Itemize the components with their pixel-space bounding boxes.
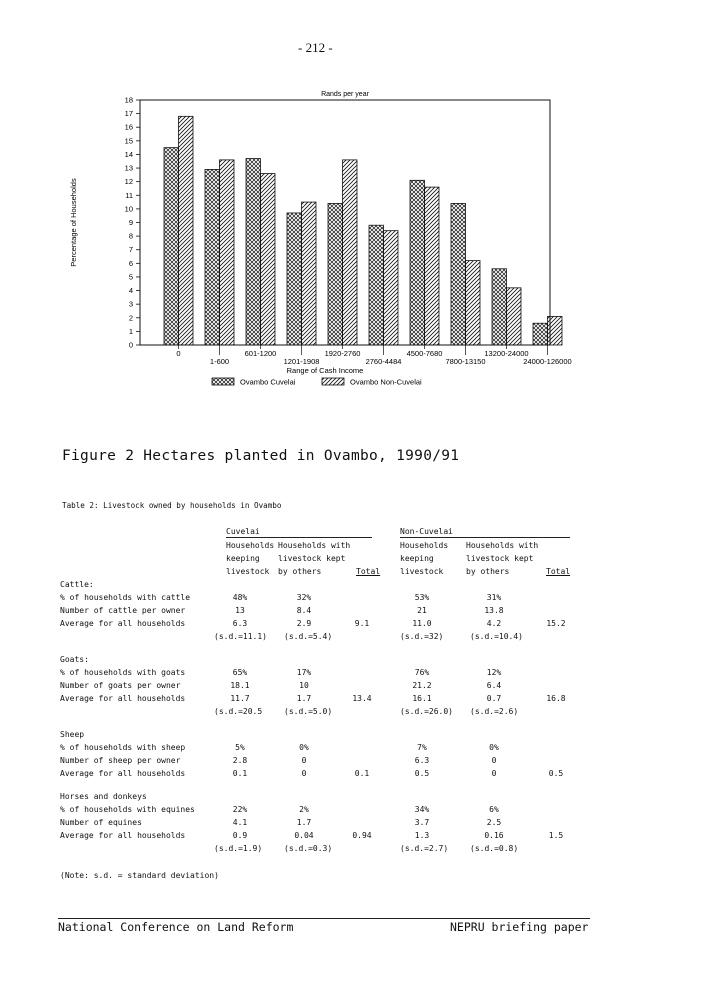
cell-non-cuvelai-kept-by-others: 4.2 [486, 619, 502, 628]
cell-non-cuvelai-kept-by-others: 12% [486, 668, 502, 677]
sd-cuvelai-keeping: (s.d.=1.9) [214, 844, 263, 853]
y-tick-label: 10 [124, 204, 133, 214]
bar-cuvelai [410, 180, 425, 345]
table-caption: Table 2: Livestock owned by households in Ovambo [62, 501, 282, 510]
bar-cuvelai [533, 323, 548, 345]
y-tick-label: 11 [125, 190, 133, 200]
cell-non-cuvelai-keeping: 16.1 [412, 694, 432, 703]
col-header-keeping: livestock [400, 567, 444, 576]
cell-cuvelai-kept-by-others: 2.9 [296, 619, 312, 628]
x-tick-label: 24000-126000 [523, 357, 572, 366]
row-label: % of households with cattle [60, 593, 191, 602]
section-title: Cattle: [60, 580, 94, 589]
row-label: Average for all households [60, 831, 186, 840]
col-header-total: Total [546, 567, 571, 576]
col-header-keeping: keeping [226, 554, 260, 563]
cell-cuvelai-kept-by-others: 0 [301, 769, 307, 778]
section-title: Horses and donkeys [60, 792, 147, 801]
bar-cuvelai [328, 203, 343, 345]
row-label: Average for all households [60, 619, 186, 628]
x-tick-label: 0 [176, 349, 181, 358]
y-tick-label: 4 [128, 286, 133, 296]
section-title: Sheep [60, 730, 85, 739]
cell-cuvelai-kept-by-others: 8.4 [296, 606, 312, 615]
cell-cuvelai-total: 0.1 [354, 769, 370, 778]
y-tick-label: 14 [124, 149, 133, 159]
cell-non-cuvelai-keeping: 1.3 [414, 831, 430, 840]
col-header-keeping: livestock [226, 567, 270, 576]
col-header-keeping: keeping [400, 554, 434, 563]
cell-non-cuvelai-kept-by-others: 6% [489, 805, 499, 814]
col-header-total: Total [356, 567, 381, 576]
cell-non-cuvelai-keeping: 21.2 [412, 681, 432, 690]
cell-cuvelai-total: 9.1 [354, 619, 370, 628]
y-tick-label: 18 [124, 95, 133, 105]
sd-cuvelai-kept-by-others: (s.d.=5.4) [284, 632, 333, 641]
row-label: % of households with goats [60, 668, 186, 677]
group-rule-non-cuvelai [400, 537, 570, 538]
x-tick-label: 1920-2760 [324, 349, 361, 358]
cell-cuvelai-keeping: 5% [235, 743, 245, 752]
bar-cuvelai [287, 213, 302, 345]
footer-conference: National Conference on Land Reform [58, 920, 294, 934]
row-label: % of households with sheep [60, 743, 186, 752]
x-tick-label: 1201-1908 [283, 357, 320, 366]
figure-caption: Figure 2 Hectares planted in Ovambo, 1990/91 [62, 448, 460, 464]
y-tick-label: 3 [128, 299, 133, 309]
cell-non-cuvelai-keeping: 21 [417, 606, 427, 615]
cell-cuvelai-kept-by-others: 2% [299, 805, 309, 814]
footer-briefing-paper: NEPRU briefing paper [450, 920, 589, 934]
sd-non-cuvelai-keeping: (s.d.=32) [400, 632, 444, 641]
y-tick-label: 9 [128, 218, 133, 227]
col-header-kept-by-others: Households with [466, 541, 539, 550]
bar-non-cuvelai [302, 202, 317, 345]
cell-cuvelai-keeping: 13 [235, 606, 245, 615]
sd-non-cuvelai-keeping: (s.d.=26.0) [400, 707, 453, 716]
row-label: % of households with equines [60, 805, 195, 814]
x-tick-label: 7800-13150 [445, 357, 486, 366]
y-tick-label: 6 [128, 258, 133, 268]
cell-non-cuvelai-keeping: 0.5 [414, 769, 430, 778]
bar-non-cuvelai [343, 160, 358, 345]
cell-non-cuvelai-total: 15.2 [546, 619, 566, 628]
chart-title: Rands per year [321, 91, 369, 98]
bar-cuvelai [164, 148, 179, 345]
sd-cuvelai-kept-by-others: (s.d.=5.0) [284, 707, 333, 716]
cell-cuvelai-kept-by-others: 0 [301, 756, 307, 765]
y-tick-label: 2 [128, 313, 133, 323]
cell-non-cuvelai-kept-by-others: 0 [491, 756, 497, 765]
cell-cuvelai-keeping: 18.1 [230, 681, 250, 690]
legend-swatch-cuvelai [212, 378, 234, 385]
x-tick-label: 601-1200 [244, 349, 277, 358]
legend-label-cuvelai: Ovambo Cuvelai [240, 377, 296, 387]
cell-cuvelai-kept-by-others: 1.7 [296, 818, 312, 827]
sd-non-cuvelai-keeping: (s.d.=2.7) [400, 844, 449, 853]
x-axis-label: Range of Cash Income [286, 366, 364, 375]
group-rule-cuvelai [226, 537, 372, 538]
cell-cuvelai-total: 0.94 [352, 831, 372, 840]
footer-rule [58, 918, 590, 919]
y-tick-label: 5 [128, 272, 133, 282]
cell-non-cuvelai-keeping: 11.0 [412, 619, 432, 628]
x-tick-label: 4500-7680 [406, 349, 443, 358]
sd-cuvelai-kept-by-others: (s.d.=0.3) [284, 844, 333, 853]
table-note: (Note: s.d. = standard deviation) [60, 871, 219, 880]
legend-swatch-non-cuvelai [322, 378, 344, 385]
sd-non-cuvelai-kept-by-others: (s.d.=0.8) [470, 844, 519, 853]
row-label: Number of equines [60, 818, 142, 827]
y-tick-label: 0 [128, 340, 133, 350]
cell-non-cuvelai-keeping: 34% [414, 805, 430, 814]
cell-non-cuvelai-total: 1.5 [548, 831, 564, 840]
sd-non-cuvelai-kept-by-others: (s.d.=10.4) [470, 632, 523, 641]
y-tick-label: 7 [128, 245, 133, 255]
y-tick-label: 1 [128, 326, 133, 336]
bar-cuvelai [451, 203, 466, 345]
cell-non-cuvelai-kept-by-others: 31% [486, 593, 502, 602]
legend-label-non-cuvelai: Ovambo Non-Cuvelai [350, 377, 422, 387]
cell-cuvelai-kept-by-others: 0.04 [294, 831, 314, 840]
y-tick-label: 16 [124, 122, 133, 132]
x-tick-label: 13200-24000 [484, 349, 529, 358]
bar-non-cuvelai [548, 316, 563, 345]
col-header-kept-by-others: by others [466, 567, 510, 576]
y-tick-label: 12 [124, 177, 133, 187]
cell-non-cuvelai-kept-by-others: 6.4 [486, 681, 502, 690]
bar-non-cuvelai [179, 116, 194, 345]
cell-non-cuvelai-keeping: 3.7 [414, 818, 430, 827]
cell-cuvelai-keeping: 0.9 [232, 831, 248, 840]
cell-cuvelai-kept-by-others: 1.7 [296, 694, 312, 703]
cell-cuvelai-kept-by-others: 10 [299, 681, 309, 690]
cell-non-cuvelai-keeping: 53% [414, 593, 430, 602]
bar-cuvelai [205, 169, 220, 345]
bar-non-cuvelai [261, 174, 276, 346]
col-header-kept-by-others: by others [278, 567, 322, 576]
cell-non-cuvelai-kept-by-others: 0.16 [484, 831, 504, 840]
group-header-non-cuvelai: Non-Cuvelai [400, 527, 453, 536]
bar-cuvelai [246, 159, 261, 345]
row-label: Average for all households [60, 769, 186, 778]
cell-cuvelai-total: 13.4 [352, 694, 372, 703]
bar-cuvelai [492, 269, 507, 345]
col-header-kept-by-others: livestock kept [278, 554, 346, 563]
col-header-kept-by-others: livestock kept [466, 554, 534, 563]
sd-non-cuvelai-kept-by-others: (s.d.=2.6) [470, 707, 519, 716]
bar-chart-svg [60, 86, 572, 396]
cell-cuvelai-keeping: 65% [232, 668, 248, 677]
cell-cuvelai-keeping: 48% [232, 593, 248, 602]
cell-non-cuvelai-total: 16.8 [546, 694, 566, 703]
cell-non-cuvelai-keeping: 6.3 [414, 756, 430, 765]
cell-non-cuvelai-total: 0.5 [548, 769, 564, 778]
cell-cuvelai-kept-by-others: 0% [299, 743, 309, 752]
cell-non-cuvelai-keeping: 76% [414, 668, 430, 677]
cell-cuvelai-keeping: 6.3 [232, 619, 248, 628]
row-label: Number of goats per owner [60, 681, 181, 690]
sd-cuvelai-keeping: (s.d.=11.1) [214, 632, 267, 641]
bar-cuvelai [369, 225, 384, 345]
section-title: Goats: [60, 655, 89, 664]
cell-non-cuvelai-keeping: 7% [417, 743, 427, 752]
y-tick-label: 15 [124, 136, 133, 146]
cell-non-cuvelai-kept-by-others: 0 [491, 769, 497, 778]
row-label: Average for all households [60, 694, 186, 703]
cell-cuvelai-keeping: 11.7 [230, 694, 250, 703]
col-header-keeping: Households [226, 541, 275, 550]
cell-non-cuvelai-kept-by-others: 13.8 [484, 606, 504, 615]
x-tick-label: 2760-4484 [365, 357, 402, 366]
cell-cuvelai-kept-by-others: 17% [296, 668, 312, 677]
page-number: - 212 - [298, 40, 333, 55]
bar-non-cuvelai [425, 187, 440, 345]
row-label: Number of sheep per owner [60, 756, 181, 765]
cell-non-cuvelai-kept-by-others: 0.7 [486, 694, 502, 703]
y-tick-label: 13 [124, 163, 133, 173]
cell-cuvelai-kept-by-others: 32% [296, 593, 312, 602]
cell-cuvelai-keeping: 0.1 [232, 769, 248, 778]
group-header-cuvelai: Cuvelai [226, 527, 260, 536]
col-header-keeping: Households [400, 541, 449, 550]
cell-cuvelai-keeping: 2.8 [232, 756, 248, 765]
row-label: Number of cattle per owner [60, 606, 186, 615]
y-tick-label: 17 [124, 109, 133, 119]
bar-non-cuvelai [507, 288, 522, 345]
income-bar-chart [60, 86, 572, 396]
cell-cuvelai-keeping: 4.1 [232, 818, 248, 827]
col-header-kept-by-others: Households with [278, 541, 351, 550]
bar-non-cuvelai [220, 160, 235, 345]
cell-non-cuvelai-kept-by-others: 2.5 [486, 818, 502, 827]
sd-cuvelai-keeping: (s.d.=20.5 [214, 707, 263, 716]
cell-non-cuvelai-kept-by-others: 0% [489, 743, 499, 752]
cell-cuvelai-keeping: 22% [232, 805, 248, 814]
bar-non-cuvelai [466, 261, 481, 345]
x-tick-label: 1-600 [209, 357, 230, 366]
y-axis-label: Percentage of Households [69, 178, 78, 267]
y-tick-label: 8 [128, 231, 133, 241]
bar-non-cuvelai [384, 231, 399, 345]
